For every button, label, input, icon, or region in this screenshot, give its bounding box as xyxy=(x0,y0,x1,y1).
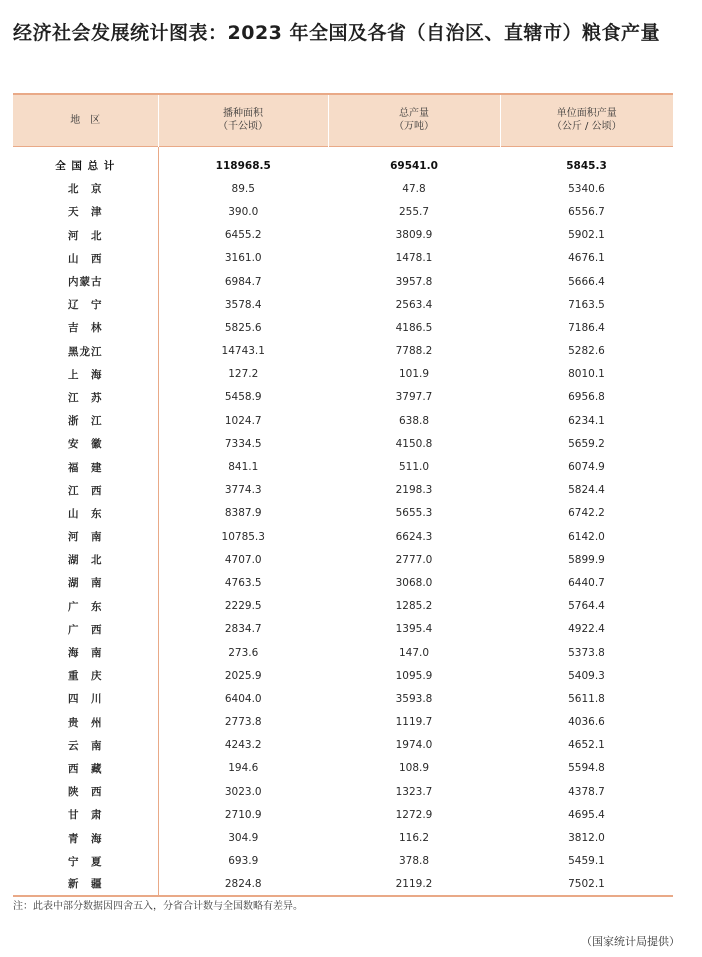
table-row xyxy=(13,316,673,339)
table-row xyxy=(13,873,673,896)
header-region: 地 区 xyxy=(13,94,158,146)
table-row xyxy=(13,200,673,223)
table-row xyxy=(13,363,673,386)
yield-cell: 4695.4 xyxy=(568,808,605,821)
total-output-cell: 5655.3 xyxy=(395,507,433,520)
header-row xyxy=(13,94,673,146)
total-output-cell: 3809.9 xyxy=(395,229,433,242)
yield-cell: 5764.4 xyxy=(568,600,605,613)
sown-area-cell: 2710.9 xyxy=(224,808,262,821)
sown-area-cell: 6455.2 xyxy=(224,229,262,242)
yield-cell: 5282.6 xyxy=(568,345,605,358)
table-row xyxy=(13,687,673,710)
table-row xyxy=(13,386,673,409)
table-row xyxy=(13,734,673,757)
yield-cell: 4676.1 xyxy=(568,252,605,265)
region-cell: 福 建 xyxy=(13,455,158,478)
table-row xyxy=(13,455,673,478)
spacer-row xyxy=(13,146,673,154)
region-cell: 山 西 xyxy=(13,247,158,270)
sown-area-cell: 3578.4 xyxy=(224,298,262,311)
header-sown-area-label: 播种面积 xyxy=(223,108,263,120)
total-row xyxy=(13,154,673,177)
yield-cell: 5373.8 xyxy=(568,646,605,659)
sown-area-cell: 2025.9 xyxy=(224,669,262,682)
yield-cell: 6074.9 xyxy=(568,461,605,474)
table-row xyxy=(13,432,673,455)
sown-area-cell: 4243.2 xyxy=(224,739,262,752)
yield-cell: 5824.4 xyxy=(568,484,605,497)
yield-cell: 5666.4 xyxy=(568,275,605,288)
total-output-cell: 47.8 xyxy=(402,182,426,195)
yield-cell: 6142.0 xyxy=(568,530,605,543)
sown-area-cell: 693.9 xyxy=(228,855,259,868)
total-output-cell: 3068.0 xyxy=(395,576,433,589)
region-cell: 四 川 xyxy=(13,687,158,710)
table-row xyxy=(13,803,673,826)
region-cell: 黑龙江 xyxy=(13,340,158,363)
header-yield-label: 单位面积产量 xyxy=(556,108,617,120)
table-row xyxy=(13,826,673,849)
region-cell: 浙 江 xyxy=(13,409,158,432)
sown-area-cell: 127.2 xyxy=(228,368,259,381)
spacer-cell xyxy=(13,146,158,154)
table-row xyxy=(13,479,673,502)
table-row xyxy=(13,571,673,594)
total-output-cell: 255.7 xyxy=(398,205,430,218)
yield-cell: 3812.0 xyxy=(568,832,605,845)
region-cell: 甘 肃 xyxy=(13,803,158,826)
region-cell: 广 东 xyxy=(13,595,158,618)
total-output-cell: 1119.7 xyxy=(395,716,433,729)
sown-area-cell: 4707.0 xyxy=(224,553,262,566)
table-row xyxy=(13,525,673,548)
sown-area-cell: 304.9 xyxy=(228,832,259,845)
total-output-cell: 2198.3 xyxy=(395,484,433,497)
sown-area-cell: 5825.6 xyxy=(224,321,262,334)
header-total-output-label: 总产量 xyxy=(399,108,429,120)
region-cell: 湖 北 xyxy=(13,548,158,571)
sown-area-cell: 6404.0 xyxy=(224,692,262,705)
total-output-cell: 511.0 xyxy=(398,461,430,474)
total-output-cell: 4150.8 xyxy=(395,437,433,450)
sown-area-cell: 194.6 xyxy=(228,762,259,775)
region-cell: 海 南 xyxy=(13,641,158,664)
total-region-cell: 全 国 总 计 xyxy=(13,154,158,177)
total-output-cell: 4186.5 xyxy=(395,321,433,334)
total-output-cell: 2777.0 xyxy=(395,553,433,566)
table-row xyxy=(13,293,673,316)
sown-area-cell: 7334.5 xyxy=(224,437,262,450)
header-sown-area-unit: （千公顷） xyxy=(218,121,268,133)
header-sown-area xyxy=(158,94,328,146)
yield-cell: 6440.7 xyxy=(568,576,605,589)
sown-area-cell: 5458.9 xyxy=(224,391,262,404)
region-cell: 新 疆 xyxy=(13,873,158,896)
yield-cell: 5594.8 xyxy=(568,762,605,775)
total-output-cell: 1395.4 xyxy=(395,623,433,636)
yield-cell: 4922.4 xyxy=(568,623,605,636)
region-cell: 重 庆 xyxy=(13,664,158,687)
yield-cell: 6742.2 xyxy=(568,507,605,520)
sown-area-cell: 2229.5 xyxy=(224,600,262,613)
sown-area-cell: 1024.7 xyxy=(224,414,262,427)
total-yield-cell: 5845.3 xyxy=(566,159,607,172)
total-area-cell: 118968.5 xyxy=(215,159,271,172)
yield-cell: 5409.3 xyxy=(568,669,605,682)
region-cell: 辽 宁 xyxy=(13,293,158,316)
sown-area-cell: 2773.8 xyxy=(224,716,262,729)
grain-output-table xyxy=(13,93,673,897)
total-output-cell: 3593.8 xyxy=(395,692,433,705)
total-output-cell: 6624.3 xyxy=(395,530,433,543)
table-body xyxy=(13,146,673,896)
yield-cell: 8010.1 xyxy=(568,368,605,381)
total-output-cell: 1095.9 xyxy=(395,669,433,682)
table-row xyxy=(13,502,673,525)
table-row xyxy=(13,641,673,664)
table-row xyxy=(13,340,673,363)
sown-area-cell: 3774.3 xyxy=(224,484,262,497)
sown-area-cell: 8387.9 xyxy=(224,507,262,520)
total-output-cell: 108.9 xyxy=(398,762,430,775)
total-output-cell: 116.2 xyxy=(398,832,430,845)
sown-area-cell: 10785.3 xyxy=(221,530,265,543)
total-output-cell: 2119.2 xyxy=(328,873,500,896)
source-credit: （国家统计局提供） xyxy=(581,935,680,948)
sown-area-cell: 841.1 xyxy=(228,461,259,474)
total-output-cell: 1323.7 xyxy=(395,785,433,798)
region-cell: 陕 西 xyxy=(13,780,158,803)
yield-cell: 5340.6 xyxy=(568,182,605,195)
sown-area-cell: 3023.0 xyxy=(224,785,262,798)
region-cell: 上 海 xyxy=(13,363,158,386)
total-output-cell: 1974.0 xyxy=(395,739,433,752)
header-yield-unit: （公斤 / 公顷） xyxy=(551,121,622,133)
region-cell: 河 北 xyxy=(13,224,158,247)
yield-cell: 5659.2 xyxy=(568,437,605,450)
yield-cell: 4036.6 xyxy=(568,716,605,729)
table-row xyxy=(13,780,673,803)
table-row xyxy=(13,247,673,270)
yield-cell: 5899.9 xyxy=(568,553,605,566)
total-output-cell: 69541.0 xyxy=(390,159,438,172)
table-row xyxy=(13,664,673,687)
table-row xyxy=(13,595,673,618)
region-cell: 江 苏 xyxy=(13,386,158,409)
region-cell: 青 海 xyxy=(13,826,158,849)
region-cell: 内蒙古 xyxy=(13,270,158,293)
header-total-output xyxy=(328,94,500,146)
table-row xyxy=(13,177,673,200)
table-row xyxy=(13,850,673,873)
total-output-cell: 1272.9 xyxy=(395,808,433,821)
region-cell: 安 徽 xyxy=(13,432,158,455)
yield-cell: 6556.7 xyxy=(568,205,605,218)
yield-cell: 4652.1 xyxy=(568,739,605,752)
sown-area-cell: 2834.7 xyxy=(224,623,262,636)
total-output-cell: 101.9 xyxy=(398,368,430,381)
region-cell: 宁 夏 xyxy=(13,850,158,873)
yield-cell: 4378.7 xyxy=(568,785,605,798)
sown-area-cell: 4763.5 xyxy=(224,576,262,589)
region-cell: 西 藏 xyxy=(13,757,158,780)
table-row xyxy=(13,409,673,432)
total-output-cell: 378.8 xyxy=(398,855,430,868)
yield-cell: 7163.5 xyxy=(568,298,605,311)
yield-cell: 7186.4 xyxy=(568,321,605,334)
region-cell: 云 南 xyxy=(13,734,158,757)
table-row xyxy=(13,270,673,293)
total-output-cell: 147.0 xyxy=(398,646,430,659)
total-output-cell: 3797.7 xyxy=(395,391,433,404)
yield-cell: 6234.1 xyxy=(568,414,605,427)
yield-cell: 6956.8 xyxy=(568,391,605,404)
header-total-output-unit: （万吨） xyxy=(394,121,434,133)
table-row xyxy=(13,224,673,247)
sown-area-cell: 273.6 xyxy=(228,646,259,659)
region-cell: 湖 南 xyxy=(13,571,158,594)
table-header xyxy=(13,94,673,146)
sown-area-cell: 14743.1 xyxy=(221,345,265,358)
page-title: 经济社会发展统计图表：2023 年全国及各省（自治区、直辖市）粮食产量 xyxy=(13,22,660,44)
total-output-cell: 7788.2 xyxy=(395,345,433,358)
region-cell: 山 东 xyxy=(13,502,158,525)
region-cell: 广 西 xyxy=(13,618,158,641)
header-yield xyxy=(500,94,673,146)
sown-area-cell: 6984.7 xyxy=(224,275,262,288)
table-row xyxy=(13,711,673,734)
region-cell: 贵 州 xyxy=(13,711,158,734)
yield-cell: 5902.1 xyxy=(568,229,605,242)
yield-cell: 5459.1 xyxy=(568,855,605,868)
region-cell: 北 京 xyxy=(13,177,158,200)
table-row xyxy=(13,757,673,780)
region-cell: 天 津 xyxy=(13,200,158,223)
region-cell: 河 南 xyxy=(13,525,158,548)
total-output-cell: 1285.2 xyxy=(395,600,433,613)
total-output-cell: 3957.8 xyxy=(395,275,433,288)
sown-area-cell: 390.0 xyxy=(228,205,259,218)
total-output-cell: 1478.1 xyxy=(395,252,433,265)
table-row xyxy=(13,618,673,641)
sown-area-cell: 89.5 xyxy=(231,182,255,195)
total-output-cell: 638.8 xyxy=(398,414,430,427)
footnote: 注：此表中部分数据因四舍五入，分省合计数与全国数略有差异。 xyxy=(13,901,303,912)
region-cell: 吉 林 xyxy=(13,316,158,339)
yield-cell: 5611.8 xyxy=(568,692,605,705)
table-row xyxy=(13,548,673,571)
region-cell: 江 西 xyxy=(13,479,158,502)
sown-area-cell: 3161.0 xyxy=(224,252,262,265)
yield-cell: 7502.1 xyxy=(500,873,673,896)
total-output-cell: 2563.4 xyxy=(395,298,433,311)
sown-area-cell: 2824.8 xyxy=(158,873,328,896)
